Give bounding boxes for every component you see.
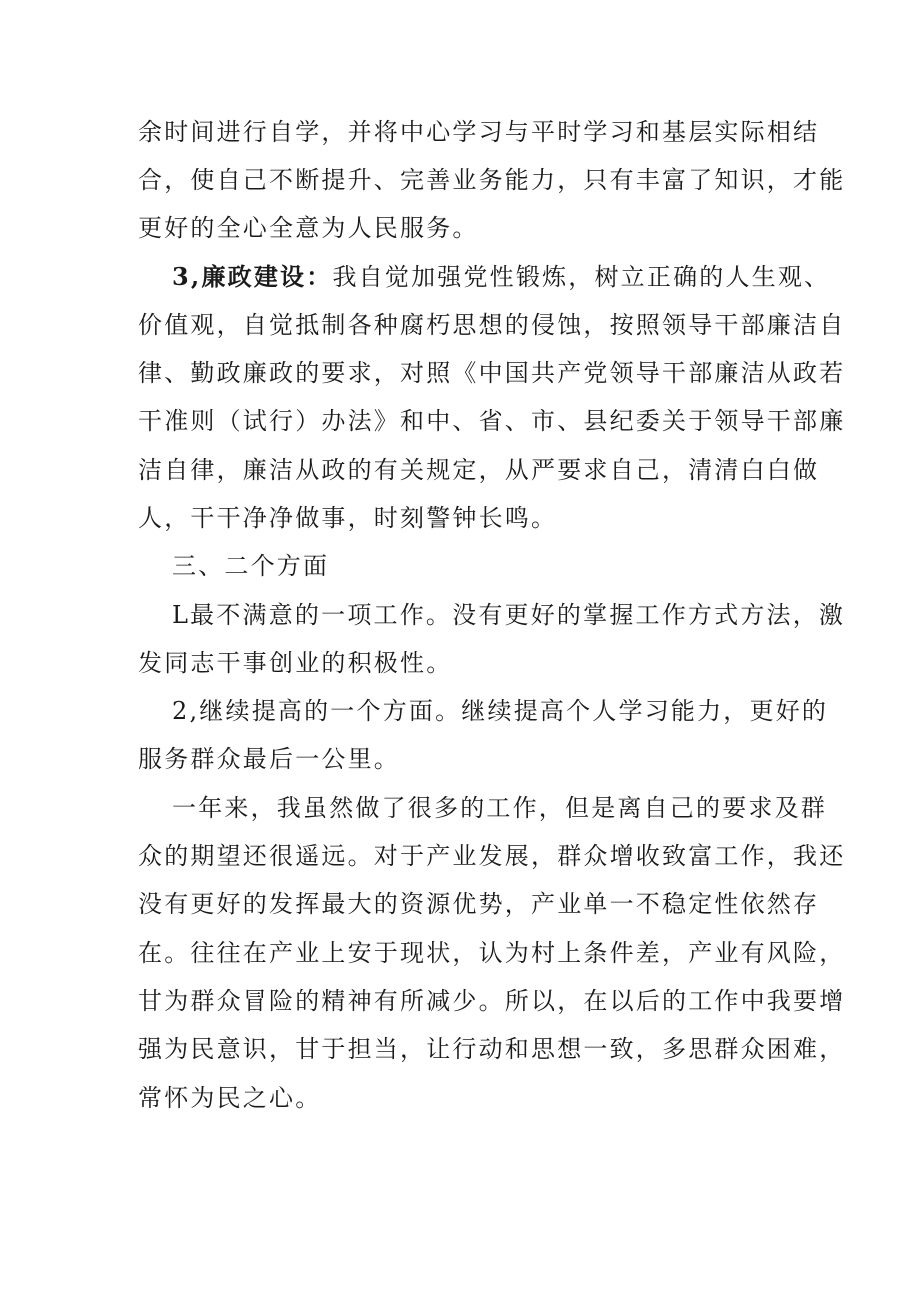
text-line: 余时间进行自学，并将中心学习与平时学习和基层实际相结: [138, 118, 820, 146]
text-line: L最不满意的一项工作。没有更好的掌握工作方式方法，激: [172, 601, 846, 629]
text-line: 常怀为民之心。: [138, 1084, 322, 1112]
text-line: 强为民意识，甘于担当，让行动和思想一致，多思群众困难，: [138, 1035, 846, 1063]
text-line: 甘为群众冒险的精神有所减少。所以，在以后的工作中我要增: [138, 987, 846, 1015]
text-line: 合，使自己不断提升、完善业务能力，只有丰富了知识，才能: [138, 166, 846, 194]
text-line: 在。往往在产业上安于现状，认为村上条件差，产业有风险，: [138, 939, 846, 967]
section-heading-clean-governance: 3,廉政建设：: [172, 262, 333, 291]
text-line: 律、勤政廉政的要求，对照《中国共产党领导干部廉洁从政若: [138, 359, 846, 387]
text-line: 人，干干净净做事，时刻警钟长鸣。: [138, 504, 558, 532]
text-line: 价值观，自觉抵制各种腐朽思想的侵蚀，按照领导干部廉洁自: [138, 311, 846, 339]
section-heading-three-aspects: 三、二个方面: [172, 552, 330, 580]
text-line: 更好的全心全意为人民服务。: [138, 214, 479, 242]
paragraph-line-with-heading: [172, 262, 830, 292]
text-line: 洁自律，廉洁从政的有关规定，从严要求自己，清清白白做: [138, 456, 820, 484]
text-line: 干准则（试行）办法》和中、省、市、县纪委关于领导干部廉: [138, 407, 846, 435]
text-line: 一年来，我虽然做了很多的工作，但是离自己的要求及群: [172, 794, 827, 822]
text-line: 2,继续提高的一个方面。继续提高个人学习能力，更好的: [172, 697, 829, 725]
text-line: 发同志干事创业的积极性。: [138, 649, 453, 677]
text-line: 众的期望还很遥远。对于产业发展，群众增收致富工作，我还: [138, 842, 846, 870]
text-line: 没有更好的发挥最大的资源优势，产业单一不稳定性依然存: [138, 890, 820, 918]
text-run: 我自觉加强党性锻炼，树立正确的人生观、: [332, 263, 831, 291]
text-line: 服务群众最后一公里。: [138, 745, 400, 773]
